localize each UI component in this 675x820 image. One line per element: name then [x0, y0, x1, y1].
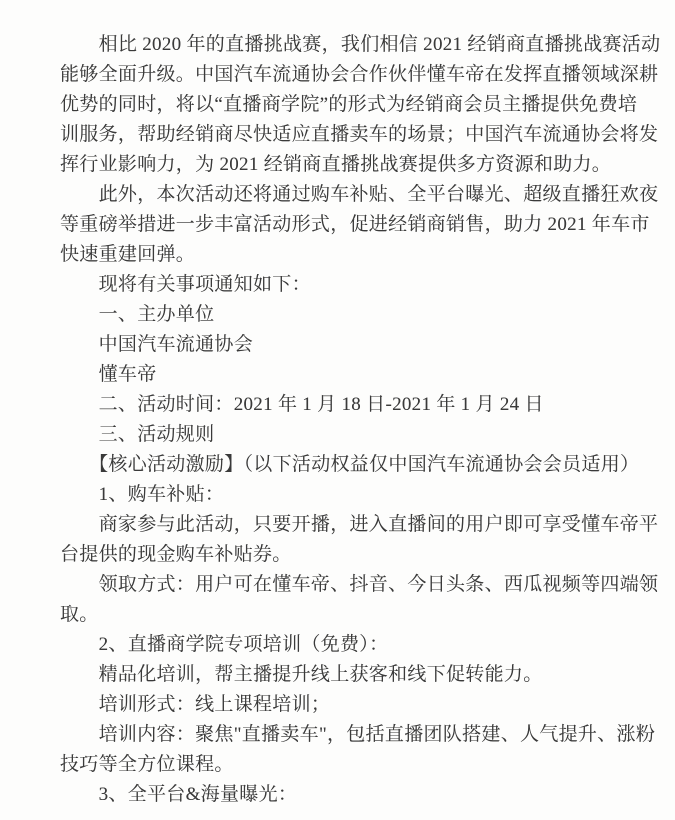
- doc-line: 商家参与此活动，只要开播，进入直播间的用户即可享受懂车帝平: [60, 514, 659, 535]
- doc-line: 精品化培训，帮主播提升线上获客和线下促转能力。: [60, 664, 543, 685]
- doc-line: 现将有关事项通知如下：: [60, 274, 311, 295]
- doc-line: 3、全平台&海量曝光：: [60, 784, 298, 805]
- doc-line: 技巧等全方位课程。: [60, 754, 234, 775]
- doc-line: 挥行业影响力，为 2021 经销商直播挑战赛提供多方资源和助力。: [60, 154, 612, 175]
- doc-line: 能够全面升级。中国汽车流通协会合作伙伴懂车帝在发挥直播领域深耕: [60, 64, 659, 85]
- doc-line: 【核心活动激励】（以下活动权益仅中国汽车流通协会会员适用）: [60, 454, 640, 475]
- doc-line: 懂车帝: [60, 364, 157, 385]
- doc-line: 此外，本次活动还将通过购车补贴、全平台曝光、超级直播狂欢夜: [60, 184, 659, 205]
- doc-line: 培训内容：聚焦"直播卖车"，包括直播团队搭建、人气提升、涨粉: [60, 724, 656, 745]
- doc-line: 1、购车补贴：: [60, 484, 225, 505]
- doc-line: 优势的同时，将以“直播商学院”的形式为经销商会员主播提供免费培: [60, 94, 638, 115]
- doc-line: 台提供的现金购车补贴券。: [60, 544, 292, 565]
- doc-line: 培训形式：线上课程培训；: [60, 694, 331, 715]
- doc-line: 等重磅举措进一步丰富活动形式，促进经销商销售，助力 2021 年车市: [60, 214, 650, 235]
- doc-line: 一、主办单位: [60, 304, 215, 325]
- doc-line: 三、活动规则: [60, 424, 215, 445]
- doc-line: 二、活动时间：2021 年 1 月 18 日-2021 年 1 月 24 日: [60, 394, 544, 415]
- doc-line: 训服务，帮助经销商尽快适应直播卖车的场景；中国汽车流通协会将发: [60, 124, 659, 145]
- doc-line: 取。: [60, 604, 99, 625]
- doc-line: 中国汽车流通协会: [60, 334, 254, 355]
- doc-line: 快速重建回弹。: [60, 244, 196, 265]
- doc-line: 相比 2020 年的直播挑战赛，我们相信 2021 经销商直播挑战赛活动: [60, 34, 661, 55]
- doc-line: 2、直播商学院专项培训（免费）：: [60, 634, 389, 655]
- doc-line: 领取方式：用户可在懂车帝、抖音、今日头条、西瓜视频等四端领: [60, 574, 659, 595]
